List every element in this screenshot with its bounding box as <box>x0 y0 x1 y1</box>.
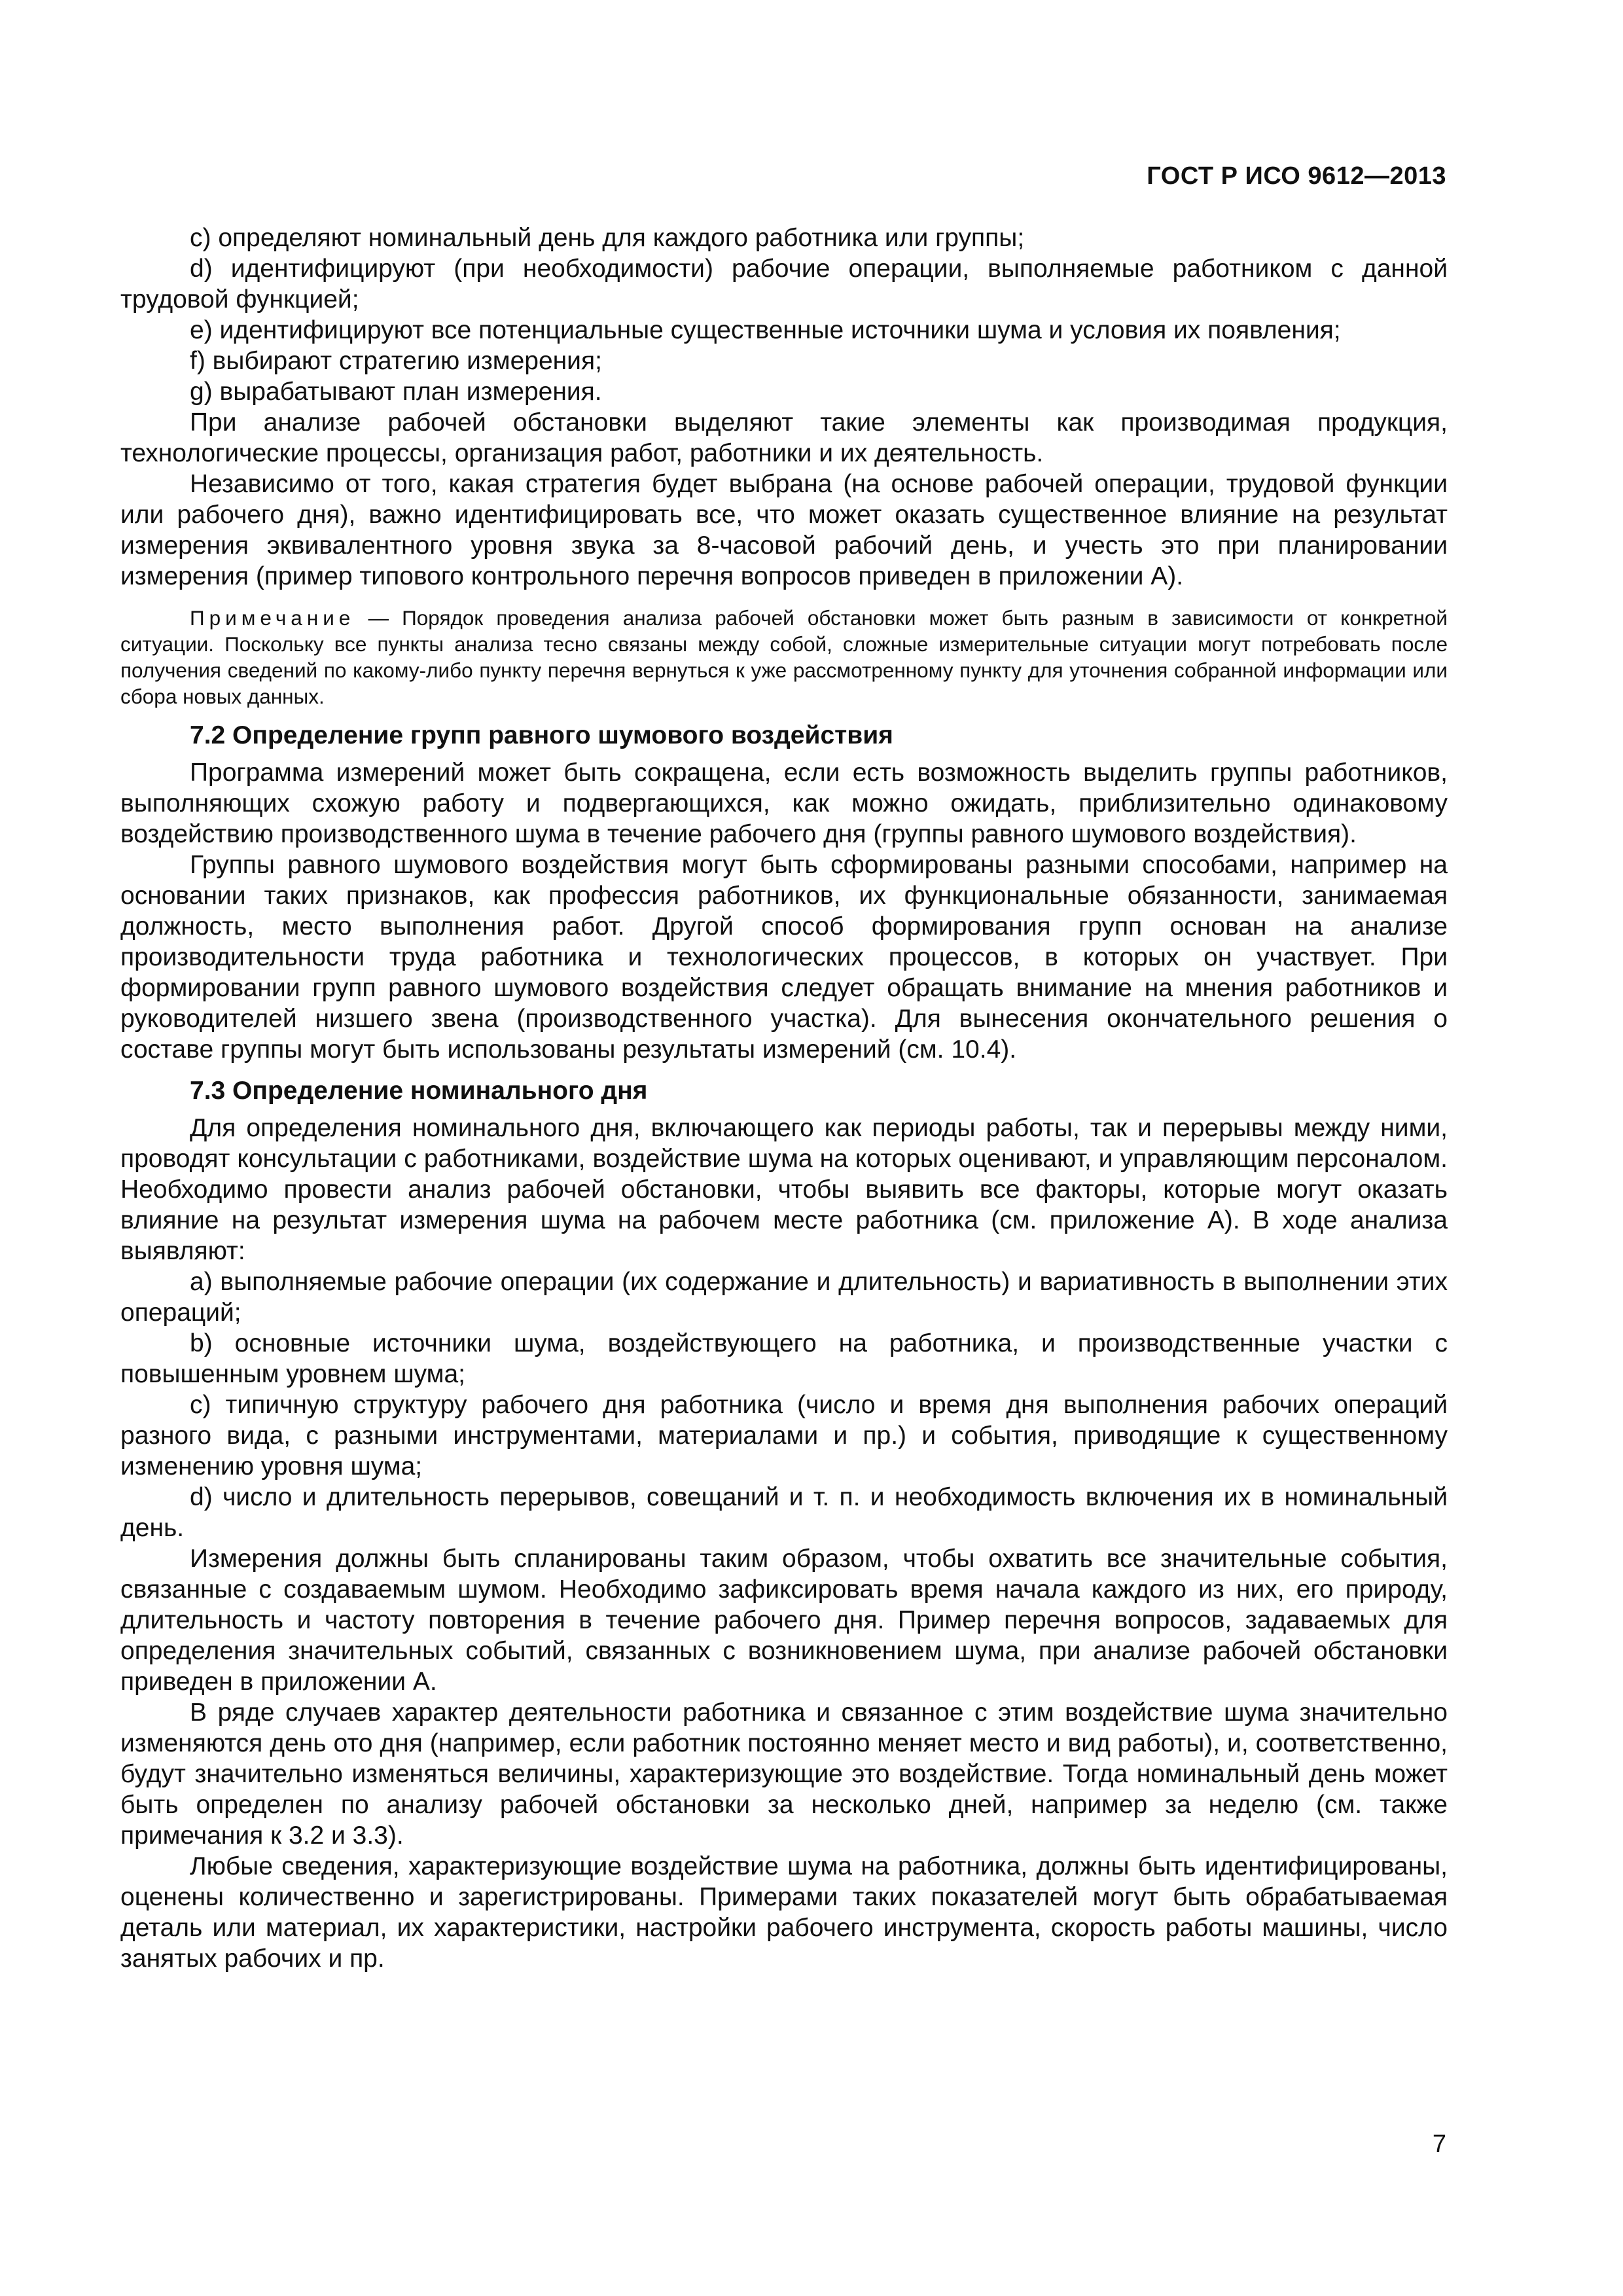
section-heading: 7.3 Определение номинального дня <box>190 1077 648 1105</box>
page-number: 7 <box>1432 2130 1446 2158</box>
section-heading: 7.2 Определение групп равного шумового воздействия <box>190 721 893 749</box>
note <box>120 605 1448 709</box>
list-item: c) типичную структуру рабочего дня работника (число и время дня выполнения рабочих операций разного вида, с разными инструментами, материалами и пр.) и события, приводящие к существенному изменению уровня шума; <box>120 1391 1448 1480</box>
list-item: e) идентифицируют все потенциальные существенные источники шума и условия их появления; <box>190 316 1341 344</box>
paragraph: Любые сведения, характеризующие воздействие шума на работника, должны быть идентифицированы, оценены количественно и зарегистрированы. Примерами таких показателей могут быть обрабатываемая деталь или материал, их характеристики, настройки рабочего инструмента, скорость работы машины, число занятых рабочих и пр. <box>120 1852 1448 1973</box>
paragraph: Измерения должны быть спланированы таким образом, чтобы охватить все значительные события, связанные с создаваемым шумом. Необходимо зафиксировать время начала каждого из них, его природу, длительность и частоту повторения в течение рабочего дня. Пример перечня вопросов, задаваемых для определения значительных событий, связанных с возникновением шума, при анализе рабочей обстановки приведен в приложении А. <box>120 1545 1448 1696</box>
paragraph: При анализе рабочей обстановки выделяют такие элементы как производимая продукция, технологические процессы, организация работ, работники и их деятельность. <box>120 408 1448 467</box>
note-label: Примечание <box>190 606 355 630</box>
paragraph: Программа измерений может быть сокращена, если есть возможность выделить группы работников, выполняющих схожую работу и подвергающихся, как можно ожидать, приблизительно одинаковому воздействию производственного шума в течение рабочего дня (группы равного шумового воздействия). <box>120 759 1448 848</box>
list-item: f) выбирают стратегию измерения; <box>190 347 602 375</box>
paragraph: Для определения номинального дня, включающего как периоды работы, так и перерывы между ними, проводят консультации с работниками, воздействие шума на которых оценивают, и управляющим персоналом. Необходимо провести анализ рабочей обстановки, чтобы выявить все факторы, которые могут оказать влияние на результат измерения шума на рабочем месте работника (см. приложение А). В ходе анализа выявляют: <box>120 1114 1448 1265</box>
list-item: g) вырабатывают план измерения. <box>190 378 602 406</box>
page-body <box>120 223 1448 1974</box>
list-item: d) число и длительность перерывов, совещаний и т. п. и необходимость включения их в номинальный день. <box>120 1483 1448 1542</box>
list-item: c) определяют номинальный день для каждого работника или группы; <box>190 224 1025 252</box>
list-item: b) основные источники шума, воздействующего на работника, и производственные участки с повышенным уровнем шума; <box>120 1329 1448 1388</box>
list-item: d) идентифицируют (при необходимости) рабочие операции, выполняемые работником с данной трудовой функцией; <box>120 255 1448 314</box>
document-header: ГОСТ Р ИСО 9612—2013 <box>1147 162 1446 190</box>
paragraph: Независимо от того, какая стратегия будет выбрана (на основе рабочей операции, трудовой функции или рабочего дня), важно идентифицировать все, что может оказать существенное влияние на результат измерения эквивалентного уровня звука за 8-часовой рабочий день, и учесть это при планировании измерения (пример типового контрольного перечня вопросов приведен в приложении А). <box>120 470 1448 590</box>
paragraph: Группы равного шумового воздействия могут быть сформированы разными способами, например на основании таких признаков, как профессия работников, их функциональные обязанности, занимаемая должность, место выполнения работ. Другой способ формирования групп основан на анализе производительности труда работника и технологических процессов, в которых он участвует. При формировании групп равного шумового воздействия следует обращать внимание на мнения работников и руководителей низшего звена (производственного участка). Для вынесения окончательного решения о составе группы могут быть использованы результаты измерений (см. 10.4). <box>120 851 1448 1064</box>
note-text: — Порядок проведения анализа рабочей обстановки может быть разным в зависимости от конкретной ситуации. Поскольку все пункты анализа тесно связаны между собой, сложные измерительные ситуации могут потребовать после получения сведений по какому-либо пункту перечня вернуться к уже рассмотренному пункту для уточнения собранной информации или сбора новых данных. <box>120 606 1448 708</box>
list-item: a) выполняемые рабочие операции (их содержание и длительность) и вариативность в выполнении этих операций; <box>120 1268 1448 1327</box>
paragraph: В ряде случаев характер деятельности работника и связанное с этим воздействие шума значительно изменяются день ото дня (например, если работник постоянно меняет место и вид работы), и, соответственно, будут значительно изменяться величины, характеризующие это воздействие. Тогда номинальный день может быть определен по анализу рабочей обстановки за несколько дней, например за неделю (см. также примечания к 3.2 и 3.3). <box>120 1698 1448 1850</box>
